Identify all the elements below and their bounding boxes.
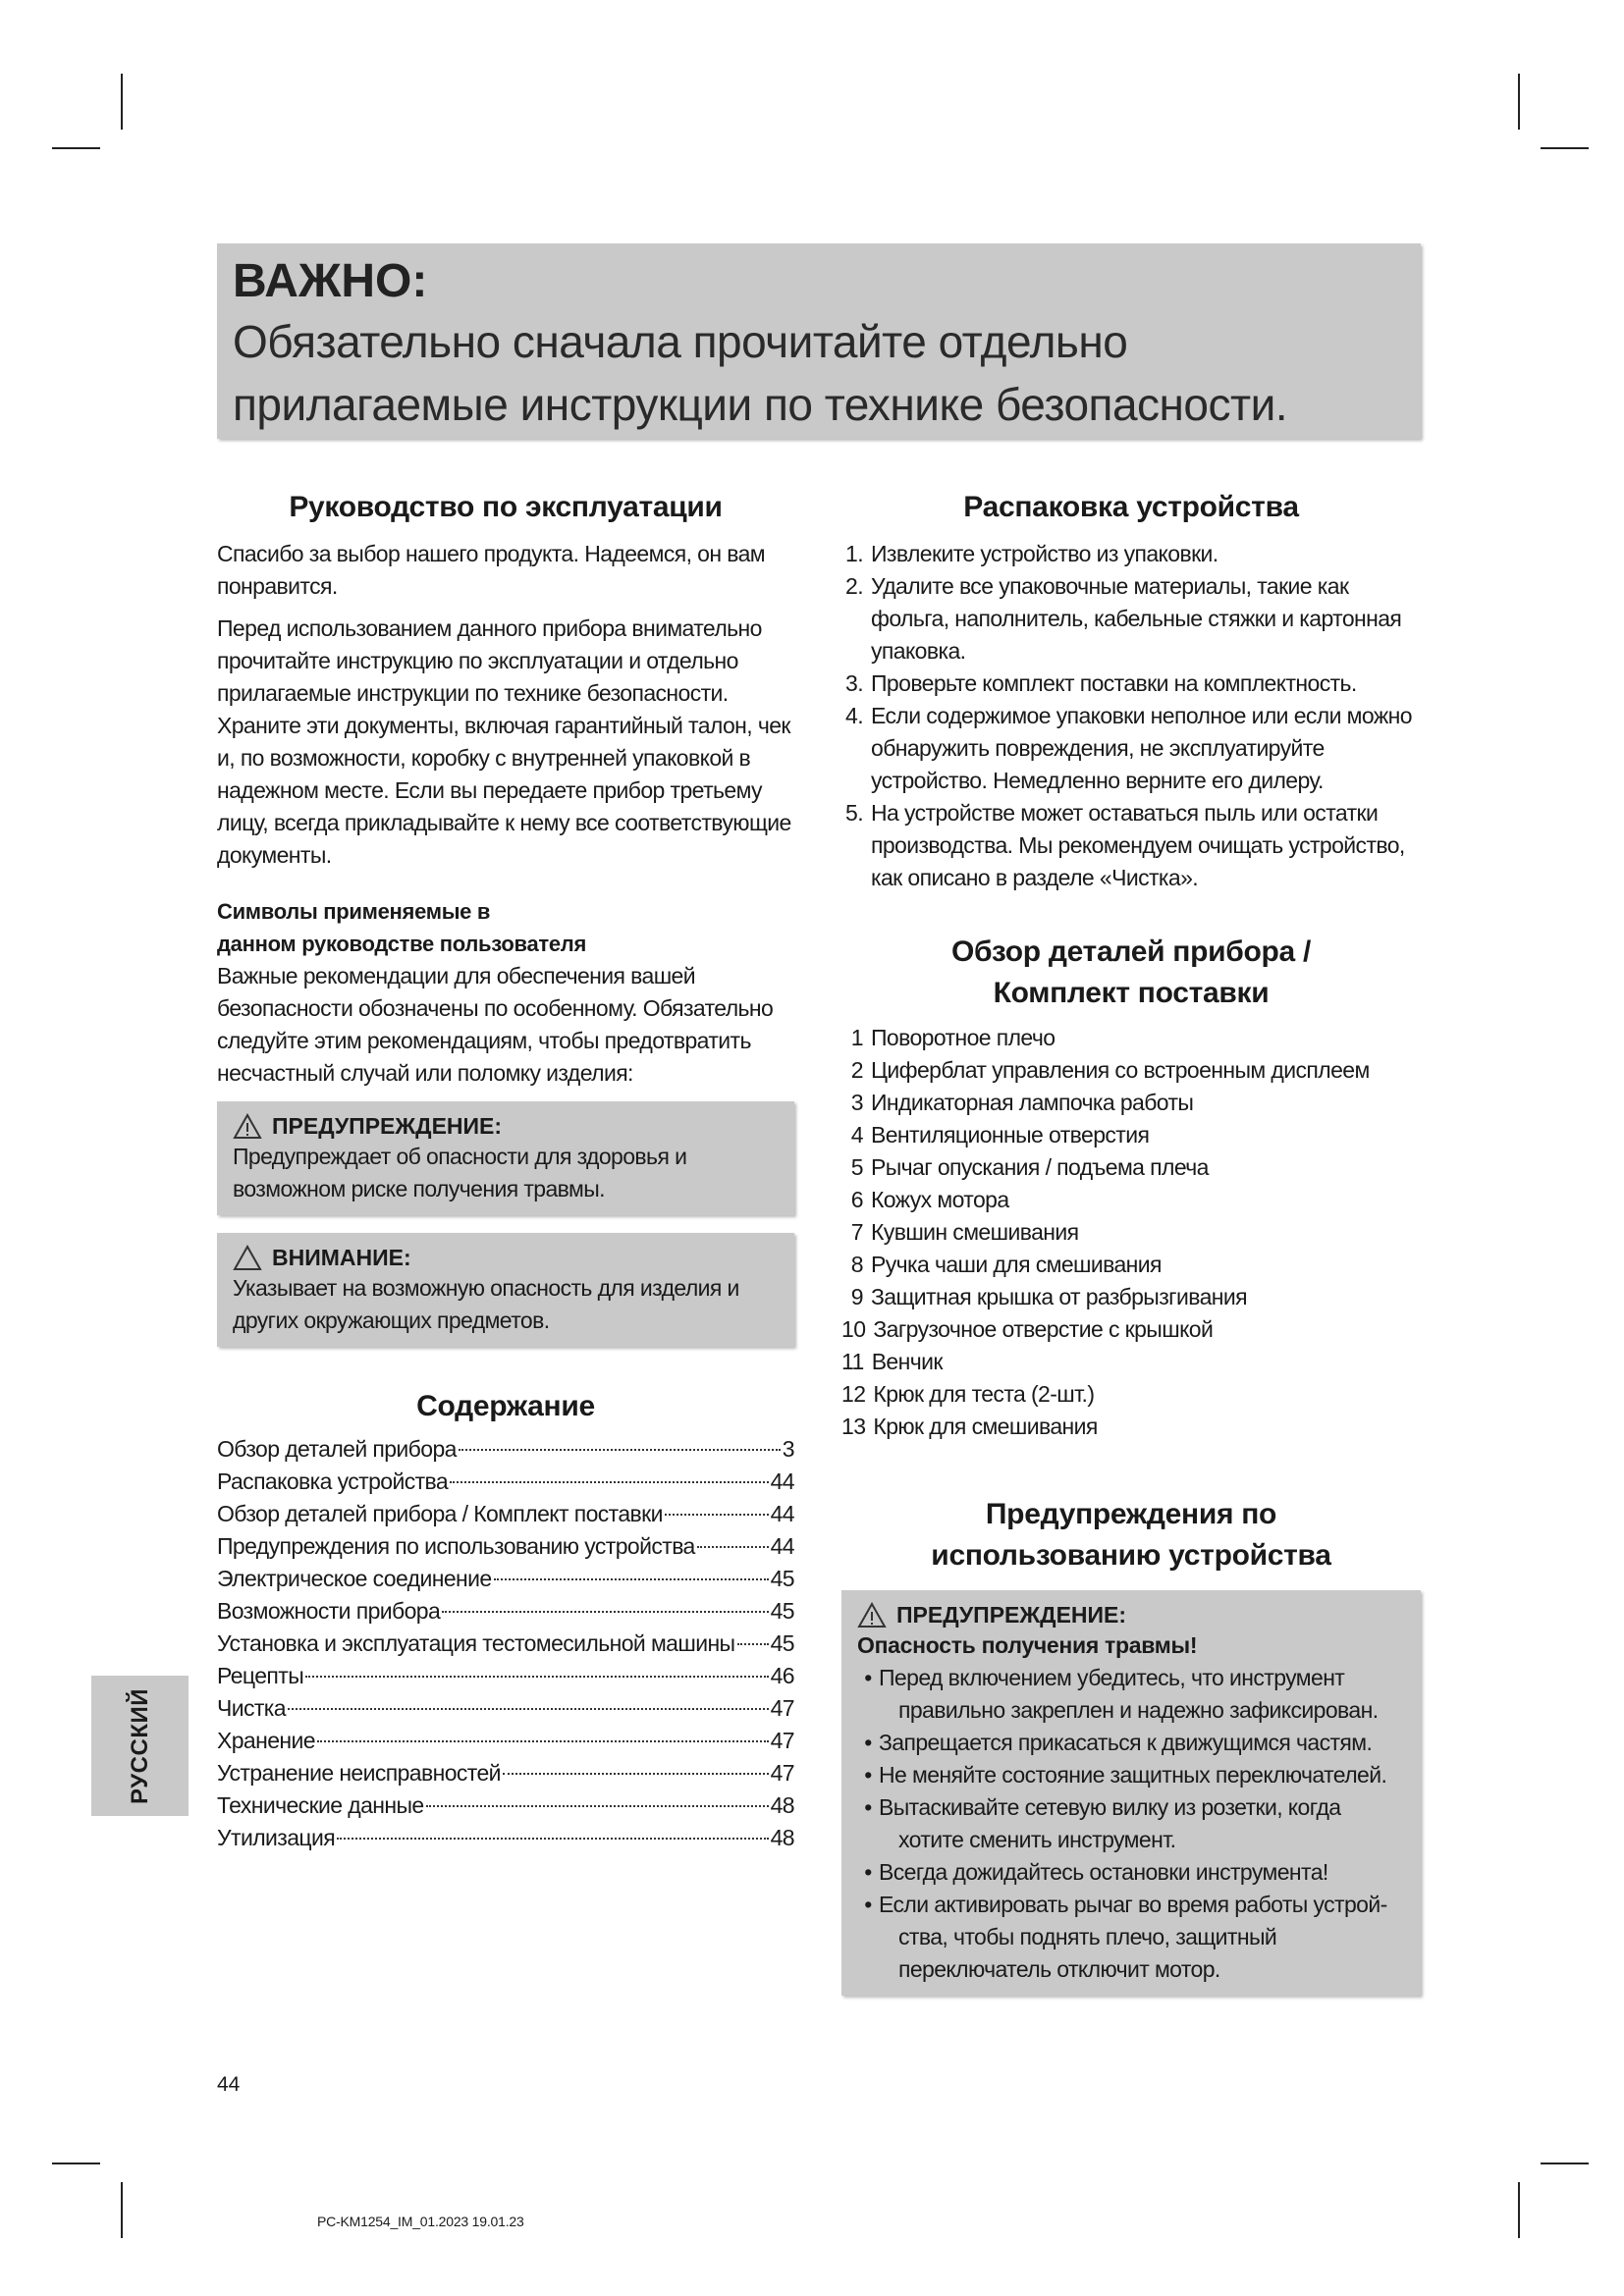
warning-triangle-icon [233,1113,262,1140]
usage-warning-line-cont: правильно закреплен и надежно зафиксирован. [898,1697,1379,1723]
unpack-list [841,538,1421,894]
toc-entry-page: 48 [770,1792,794,1818]
usage-warning-list [857,1662,1405,1986]
toc-entry-title: Распаковка устройства [217,1468,449,1494]
unpack-item-text: Если содержимое упаковки неполное или если можно обнаружить повреждения, не эксплуатируйте устройство. Немедленно верните его дилеру. [871,703,1412,793]
parts-item-text: Защитная крышка от разбрызгивания [871,1284,1247,1309]
parts-item-text: Вентиляционные отверстия [871,1122,1150,1148]
usage-warning-item [857,1791,1405,1856]
toc-entry [217,1498,794,1530]
parts-item [841,1022,1421,1054]
parts-item-number: 5 [850,1154,863,1180]
parts-item-number: 8 [850,1252,863,1277]
toc-entry-page: 46 [770,1663,794,1688]
parts-item-text: Рычаг опускания / подъема плеча [871,1154,1209,1180]
toc-entry-title: Устранение неисправностей [217,1760,501,1786]
usage-warning-text [879,1759,1386,1791]
parts-item [841,1313,1421,1346]
toc-entry [217,1660,794,1692]
bullet-icon: • [864,1794,872,1820]
table-of-contents [217,1433,794,1854]
banner-title: ВАЖНО: [233,255,428,307]
toc-entry-page: 47 [770,1760,794,1786]
bullet-icon: • [864,1762,872,1788]
unpack-item-text: Извлеките устройство из упаковки. [871,541,1218,566]
crop-mark [1518,2182,1520,2238]
toc-entry [217,1466,794,1498]
parts-item-number: 9 [850,1284,863,1309]
toc-entry [217,1433,794,1466]
toc-entry-page: 45 [770,1598,794,1624]
usage-warning-text [879,1856,1328,1889]
right-column [841,487,1421,1996]
usage-warning-line: Всегда дожидайтесь остановки инструмента! [879,1859,1328,1885]
parts-item [841,1411,1421,1443]
bullet-icon: • [864,1730,872,1755]
parts-item [841,1119,1421,1151]
caution-triangle-icon [233,1245,262,1271]
usage-warning-box [841,1590,1421,1996]
toc-entry [217,1628,794,1660]
unpack-item [841,570,1421,667]
parts-item-number: 12 [841,1381,866,1407]
toc-leader-dots [337,1838,769,1840]
unpack-item [841,538,1421,570]
toc-leader-dots [288,1708,769,1710]
unpack-item-number: 5. [845,800,863,826]
unpack-item-number: 3. [845,670,863,696]
intro-paragraph: Спасибо за выбор нашего продукта. Надеемся, он вам понравится. [217,541,766,599]
parts-item-text: Циферблат управления со встроенным дисплеем [871,1057,1370,1083]
parts-item-number: 3 [850,1090,863,1115]
toc-entry [217,1563,794,1595]
toc-entry-title: Рецепты [217,1663,304,1688]
bullet-icon: • [864,1859,872,1885]
parts-item-number: 10 [841,1316,866,1342]
usage-warning-line: Перед включением убедитесь, что инструмент [879,1665,1345,1690]
usage-warning-line-cont: хотите сменить инструмент. [898,1827,1176,1852]
toc-entry-title: Возможности прибора [217,1598,441,1624]
warning-text: Предупреждает об опасности для здоровья и возможном риске получения травмы. [233,1144,687,1201]
unpack-item-text: Удалите все упаковочные материалы, такие как фольга, наполнитель, кабельные стяжки и картонная упаковка. [871,573,1402,664]
usage-warning-text [879,1662,1379,1727]
left-column [217,487,794,1854]
usage-warning-item [857,1727,1405,1759]
parts-item [841,1151,1421,1184]
banner-text: Обязательно сначала прочитайте отдельно прилагаемые инструкции по технике безопасности. [233,316,1288,430]
parts-item [841,1378,1421,1411]
parts-item-number: 1 [850,1025,863,1050]
usage-warning-line: Не меняйте состояние защитных переключателей. [879,1762,1387,1788]
symbols-heading-line2: данном руководстве пользователя [217,932,587,956]
bullet-icon: • [864,1892,872,1917]
parts-item [841,1346,1421,1378]
unpack-item-number: 2. [845,573,863,599]
parts-item [841,1249,1421,1281]
toc-entry-page: 3 [782,1436,794,1462]
parts-item-number: 11 [841,1349,864,1374]
toc-entry [217,1757,794,1789]
usage-warning-line-cont: ства, чтобы поднять плечо, защитный переключатель отключит мотор. [898,1924,1277,1982]
toc-entry-page: 44 [770,1501,794,1526]
crop-mark [52,2163,100,2164]
parts-item [841,1281,1421,1313]
warning-triangle-icon [857,1602,887,1629]
usage-warning-item [857,1856,1405,1889]
toc-entry-title: Обзор деталей прибора / Комплект поставки [217,1501,663,1526]
parts-item-text: Загрузочное отверстие с крышкой [873,1316,1214,1342]
unpack-item-text: Проверьте комплект поставки на комплектность. [871,670,1357,696]
toc-entry [217,1692,794,1725]
parts-item-text: Поворотное плечо [871,1025,1056,1050]
toc-leader-dots [503,1773,769,1775]
usage-warning-subtitle: Опасность получения травмы! [857,1632,1198,1658]
manual-heading: Руководство по эксплуатации [289,491,723,523]
parts-item-text: Индикаторная лампочка работы [871,1090,1194,1115]
crop-mark [1541,2163,1589,2164]
usage-warning-text [879,1791,1340,1856]
usage-warning-text [879,1889,1405,1986]
parts-item-text: Кувшин смешивания [871,1219,1079,1245]
toc-leader-dots [665,1514,769,1516]
caution-text: Указывает на возможную опасность для изделия и других окружающих предметов. [233,1275,739,1333]
toc-entry [217,1530,794,1563]
unpack-item-text: На устройстве может оставаться пыль или остатки производства. Мы рекомендуем очищать устройство, как описано в разделе «Чистка». [871,800,1405,890]
crop-mark [1518,74,1520,130]
important-banner [217,243,1421,439]
toc-entry-page: 48 [770,1825,794,1850]
toc-entry [217,1822,794,1854]
footer-code: PC-KM1254_IM_01.2023 19.01.23 [317,2214,524,2229]
unpack-item [841,797,1421,894]
caution-box [217,1233,794,1347]
parts-item [841,1184,1421,1216]
usage-warning-line: Вытаскивайте сетевую вилку из розетки, когда [879,1794,1341,1820]
unpack-item-number: 1. [845,541,863,566]
toc-leader-dots [426,1805,769,1807]
crop-mark [1541,147,1589,149]
crop-mark [52,147,100,149]
toc-entry-title: Технические данные [217,1792,424,1818]
parts-item-number: 7 [850,1219,863,1245]
parts-heading-line2: Комплект поставки [993,977,1270,1009]
usage-warning-line: Запрещается прикасаться к движущимся частям. [879,1730,1373,1755]
parts-item-text: Кожух мотора [871,1187,1009,1212]
language-tab [91,1676,189,1816]
parts-heading: Обзор деталей прибора / [951,935,1311,968]
toc-entry-page: 44 [770,1533,794,1559]
bullet-icon: • [864,1665,872,1690]
toc-entry-title: Утилизация [217,1825,336,1850]
toc-leader-dots [697,1546,769,1548]
parts-list [841,1022,1421,1443]
toc-entry-page: 47 [770,1728,794,1753]
unpack-heading: Распаковка устройства [963,491,1299,523]
caution-title: ВНИМАНИЕ: [272,1245,411,1270]
unpack-item [841,700,1421,797]
parts-item [841,1087,1421,1119]
toc-entry-title: Хранение [217,1728,315,1753]
parts-item-number: 6 [850,1187,863,1212]
symbols-paragraph: Важные рекомендации для обеспечения вашей безопасности обозначены по особенному. Обязательно следуйте этим рекомендациям, чтобы предотвратить несчастный случай или поломку изделия: [217,963,774,1086]
toc-entry [217,1725,794,1757]
toc-entry-title: Установка и эксплуатация тестомесильной машины [217,1630,735,1656]
toc-entry-title: Предупреждения по использованию устройства [217,1533,695,1559]
warning-title: ПРЕДУПРЕЖДЕНИЕ: [272,1113,503,1139]
toc-leader-dots [317,1740,769,1742]
toc-entry-page: 45 [770,1566,794,1591]
toc-heading: Содержание [416,1390,595,1422]
page-number: 44 [217,2073,241,2096]
usage-warning-item [857,1889,1405,1986]
symbols-heading: Символы применяемые в [217,899,491,924]
usage-warning-item [857,1662,1405,1727]
crop-mark [121,74,123,130]
toc-entry-page: 47 [770,1695,794,1721]
parts-item-text: Крюк для смешивания [873,1414,1098,1439]
toc-entry-title: Обзор деталей прибора [217,1436,457,1462]
usage-warning-text [879,1727,1372,1759]
parts-item-number: 4 [850,1122,863,1148]
toc-leader-dots [737,1643,769,1645]
toc-leader-dots [494,1578,769,1580]
unpack-item-number: 4. [845,703,863,728]
toc-leader-dots [459,1449,781,1451]
toc-entry-page: 44 [770,1468,794,1494]
parts-item-text: Крюк для теста (2-шт.) [873,1381,1095,1407]
parts-item [841,1216,1421,1249]
usage-warnings-heading: Предупреждения по [985,1498,1277,1530]
language-tab-label: РУССКИЙ [126,1687,153,1804]
usage-warning-title: ПРЕДУПРЕЖДЕНИЕ: [896,1602,1127,1628]
toc-leader-dots [450,1481,769,1483]
toc-entry [217,1789,794,1822]
toc-entry-title: Чистка [217,1695,286,1721]
usage-warnings-heading-line2: использованию устройства [931,1539,1331,1572]
crop-mark [121,2182,123,2238]
parts-item-text: Венчик [871,1349,943,1374]
toc-entry [217,1595,794,1628]
toc-entry-title: Электрическое соединение [217,1566,492,1591]
parts-item-number: 13 [841,1414,866,1439]
toc-leader-dots [442,1611,768,1613]
parts-item-number: 2 [850,1057,863,1083]
parts-item-text: Ручка чаши для смешивания [871,1252,1162,1277]
warning-box [217,1101,794,1215]
usage-warning-item [857,1759,1405,1791]
parts-item [841,1054,1421,1087]
instructions-paragraph: Перед использованием данного прибора внимательно прочитайте инструкцию по эксплуатации и отдельно прилагаемые инструкции по технике безопасности. Храните эти документы, включая гарантийный талон, чек и, по возможности, коробку с внутренней упаковкой в надежном месте. Если вы передаете прибор третьему лицу, всегда прикладывайте к нему все соответствующие документы. [217,615,791,868]
toc-entry-page: 45 [770,1630,794,1656]
toc-leader-dots [305,1676,768,1678]
usage-warning-line: Если активировать рычаг во время работы устрой- [879,1892,1387,1917]
unpack-item [841,667,1421,700]
